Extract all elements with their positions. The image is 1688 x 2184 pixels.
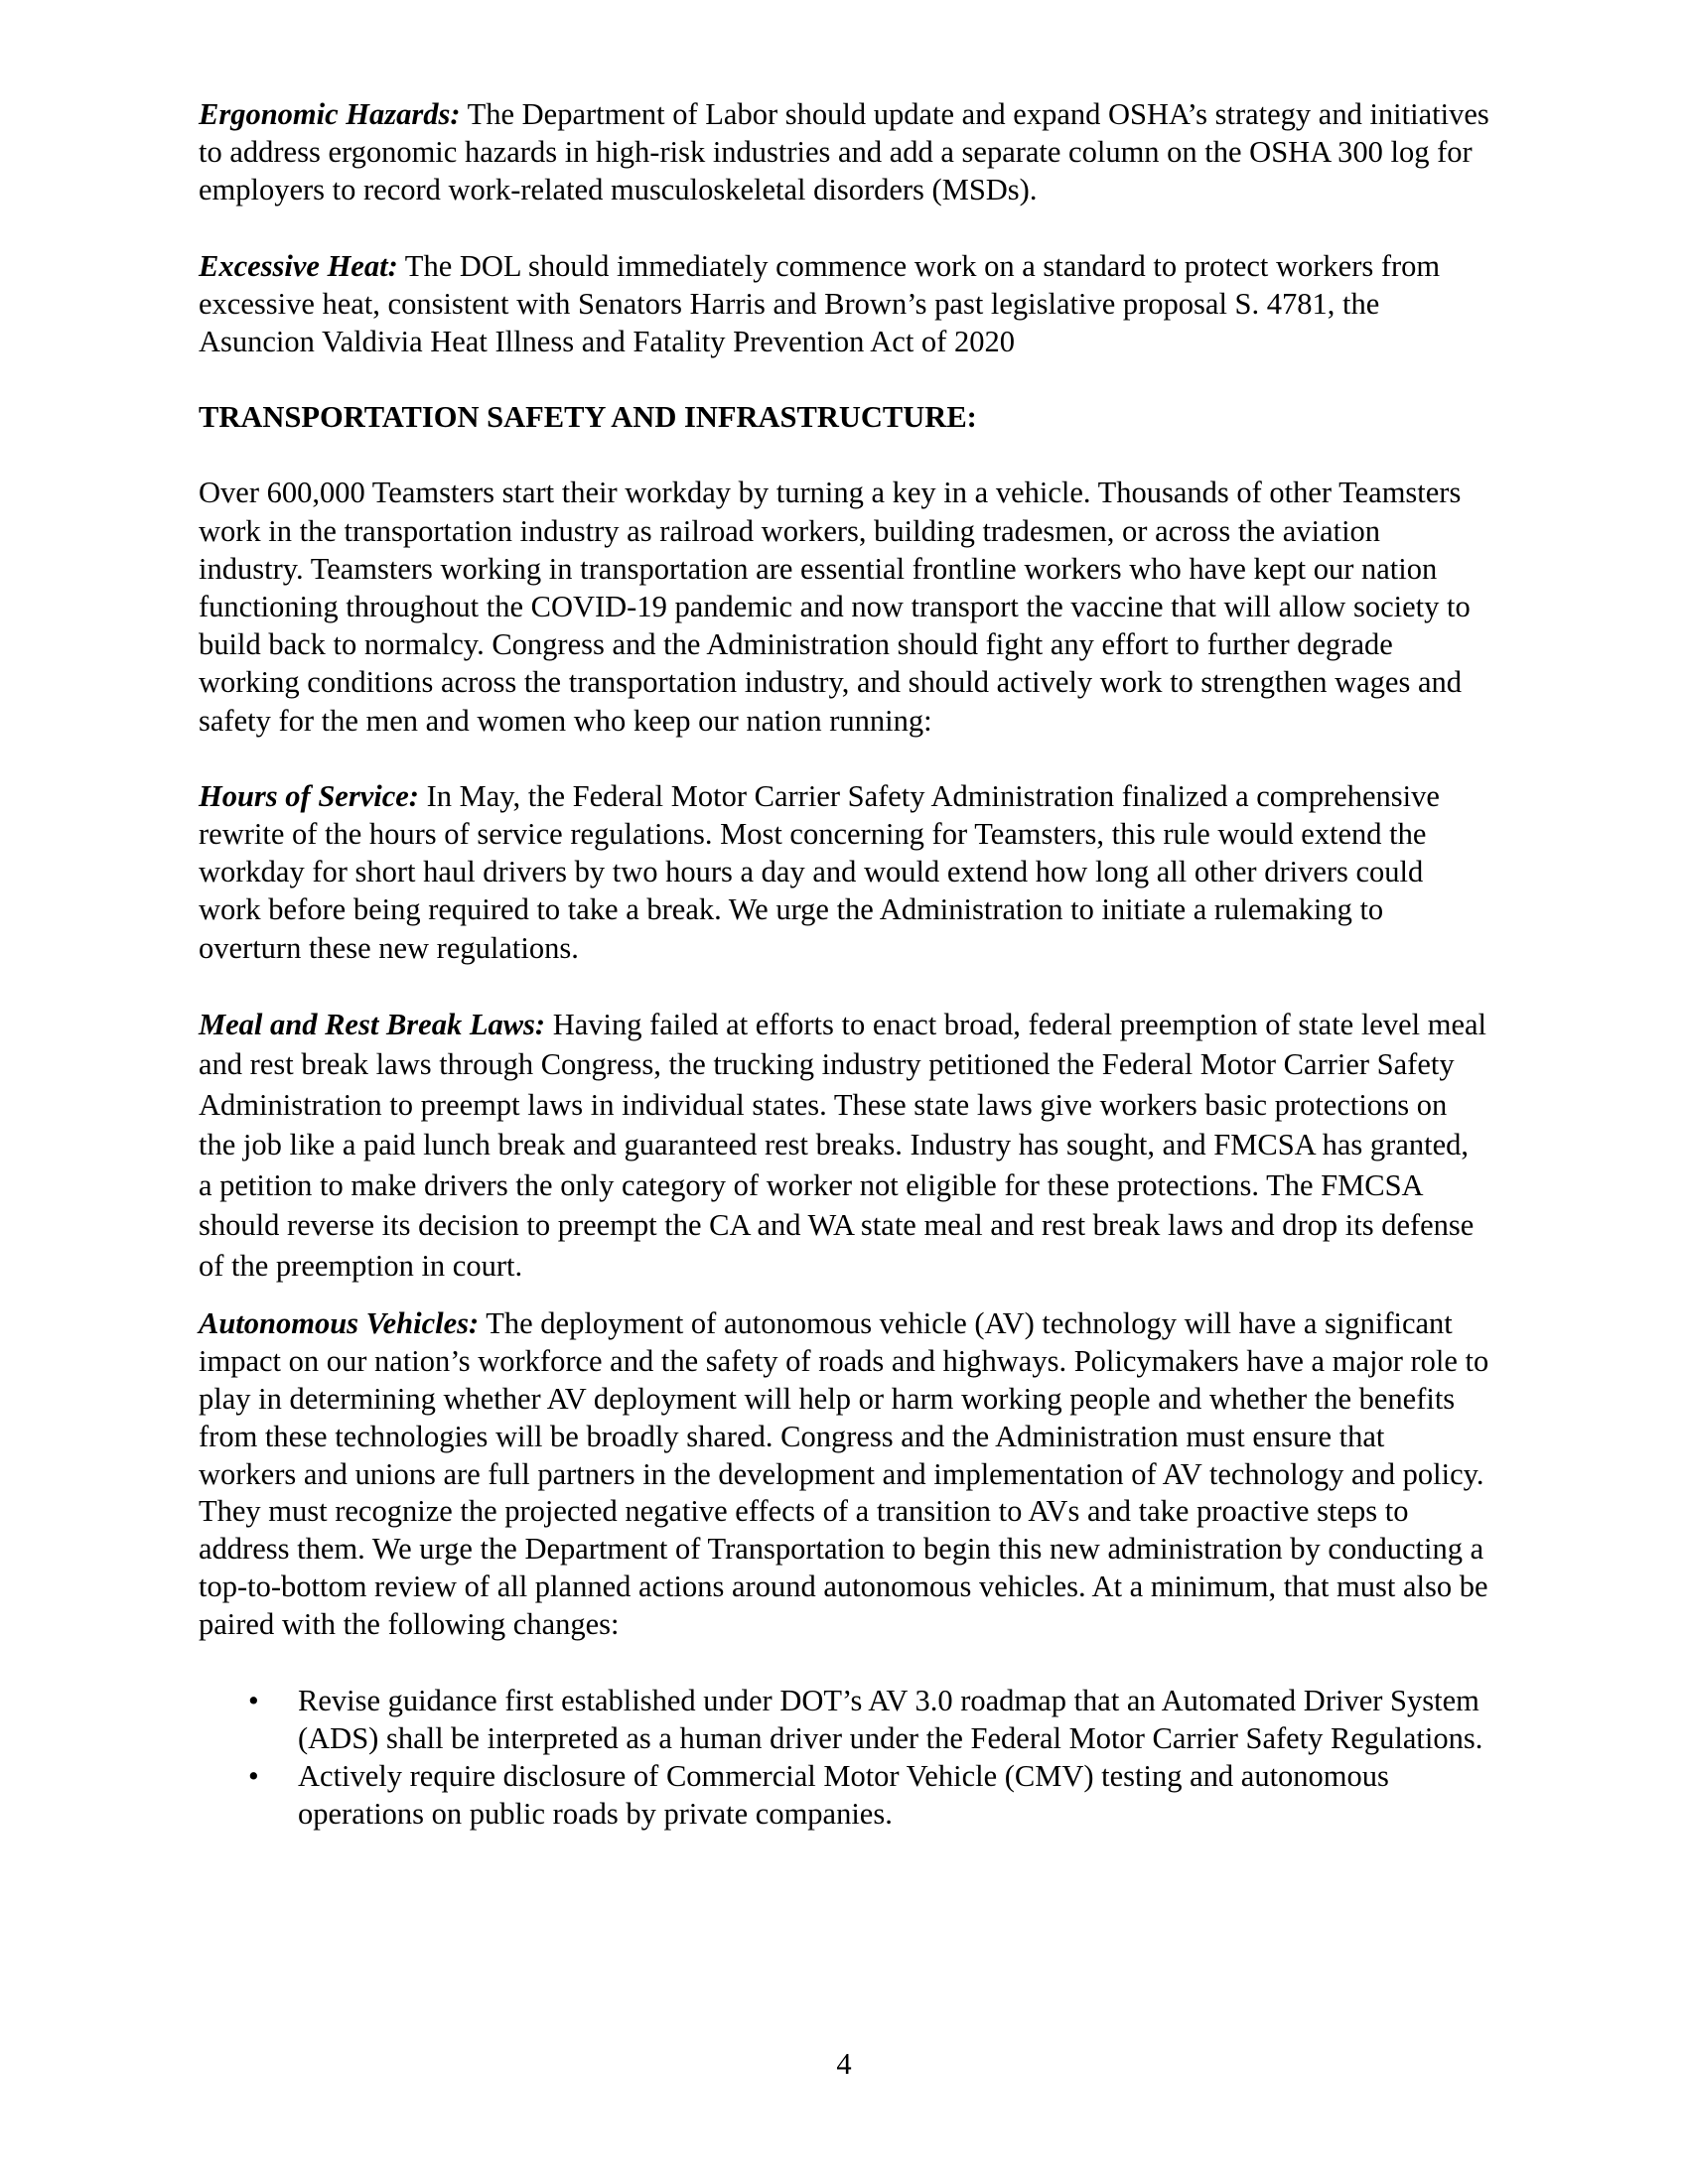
body-meal-rest-break: Having failed at efforts to enact broad, federal preemption of state level meal and rest break laws through Congress, the trucking industry petitioned the Federal Motor Carrier Safety Administration to preempt laws in individual states. These state laws give workers basic protections on the job like a paid lunch break and guaranteed rest breaks. Industry has sought, and FMCSA has granted, a petition to make drivers the only category of worker not eligible for these protections. The FMCSA should reverse its decision to preempt the CA and WA state meal and rest break laws and drop its defense of the preemption in court. (199, 1007, 1487, 1283)
paragraph-meal-rest-break (199, 1005, 1489, 1287)
body-excessive-heat: The DOL should immediately commence work on a standard to protect workers from excessive heat, consistent with Senators Harris and Brown’s past legislative proposal S. 4781, the Asuncion Valdivia Heat Illness and Fatality Prevention Act of 2020 (199, 248, 1441, 359)
lead-ergonomic-hazards: Ergonomic Hazards: (199, 97, 461, 131)
bullet-icon: • (248, 1758, 259, 1793)
section-heading-transportation: TRANSPORTATION SAFETY AND INFRASTRUCTURE: (199, 400, 977, 435)
paragraph-excessive-heat (199, 247, 1489, 361)
body-ergonomic-hazards: The Department of Labor should update and expand OSHA’s strategy and initiatives to address ergonomic hazards in high-risk industries and add a separate column on the OSHA 300 log for employers to record work-related musculoskeletal disorders (MSDs). (199, 97, 1489, 207)
bullet-list-av-changes (199, 1682, 1489, 1834)
lead-hours-of-service: Hours of Service: (199, 778, 419, 813)
page-number: 4 (836, 2047, 852, 2081)
list-item (199, 1682, 1489, 1757)
list-item-text: Revise guidance first established under DOT’s AV 3.0 roadmap that an Automated Driver System (ADS) shall be interpreted as a human driver under the Federal Motor Carrier Safety Regulations. (298, 1683, 1483, 1755)
paragraph-transportation-intro: Over 600,000 Teamsters start their workday by turning a key in a vehicle. Thousands of other Teamsters work in the transportation industry as railroad workers, building tradesmen, or across the aviation industry. Teamsters working in transportation are essential frontline workers who have kept our nation functioning throughout the COVID-19 pandemic and now transport the vaccine that will allow society to build back to normalcy. Congress and the Administration should fight any effort to further degrade working conditions across the transportation industry, and should actively work to strengthen wages and safety for the men and women who keep our nation running: (199, 476, 1471, 738)
list-item (199, 1757, 1489, 1833)
body-hours-of-service: In May, the Federal Motor Carrier Safety Administration finalized a comprehensive rewrite of the hours of service regulations. Most concerning for Teamsters, this rule would extend the workday for short haul drivers by two hours a day and would extend how long all other drivers could work before being required to take a break. We urge the Administration to initiate a rulemaking to overturn these new regulations. (199, 778, 1440, 965)
list-item-text: Actively require disclosure of Commercial Motor Vehicle (CMV) testing and autonomous operations on public roads by private companies. (298, 1758, 1389, 1832)
lead-meal-rest-break: Meal and Rest Break Laws: (199, 1007, 546, 1041)
paragraph-ergonomic-hazards (199, 95, 1489, 209)
paragraph-hours-of-service (199, 777, 1489, 967)
body-autonomous-vehicles: The deployment of autonomous vehicle (AV) technology will have a significant impact on our nation’s workforce and the safety of roads and highways. Policymakers have a major role to play in determining whether AV deployment will help or harm working people and whether the benefits from these technologies will be broadly shared. Congress and the Administration must ensure that workers and unions are full partners in the development and implementation of AV technology and policy. They must recognize the projected negative effects of a transition to AVs and take proactive steps to address them. We urge the Department of Transportation to begin this new administration by conducting a top-to-bottom review of all planned actions around autonomous vehicles. At a minimum, that must also be paired with the following changes: (199, 1306, 1489, 1641)
lead-excessive-heat: Excessive Heat: (199, 248, 398, 283)
document-page (199, 95, 1489, 1833)
lead-autonomous-vehicles: Autonomous Vehicles: (199, 1306, 480, 1341)
paragraph-autonomous-vehicles (199, 1305, 1489, 1643)
bullet-icon: • (248, 1683, 259, 1717)
